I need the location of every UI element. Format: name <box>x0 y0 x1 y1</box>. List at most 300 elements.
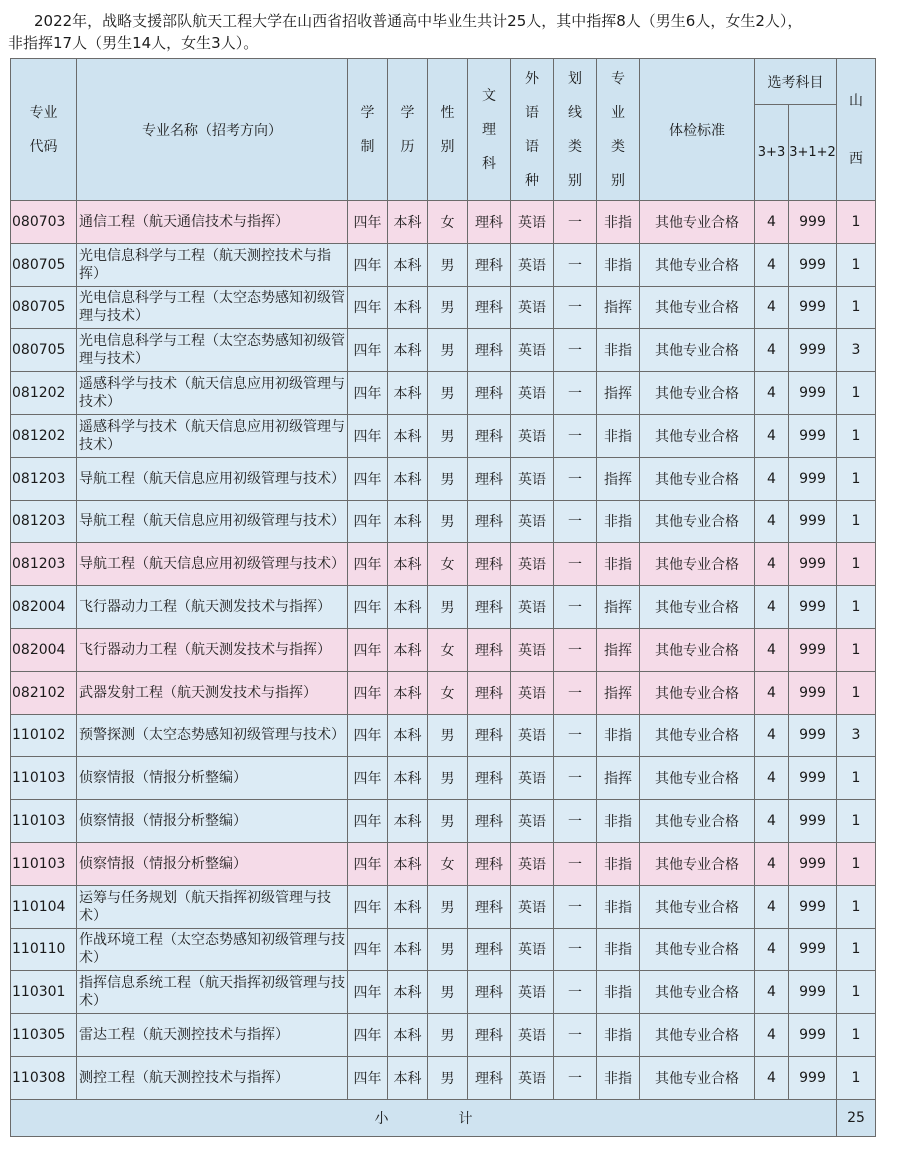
cell-degree: 本科 <box>388 628 428 671</box>
cell-duration: 四年 <box>348 757 388 800</box>
cell-language: 英语 <box>511 414 554 457</box>
cell-sub-3-1-2: 999 <box>789 1014 837 1057</box>
cell-count: 1 <box>837 243 876 286</box>
cell-name: 武器发射工程（航天测发技术与指挥） <box>77 671 348 714</box>
cell-line-type: 一 <box>554 842 597 885</box>
cell-code: 080705 <box>11 286 77 329</box>
table-row <box>11 842 876 885</box>
cell-sub-3-1-2: 999 <box>789 586 837 629</box>
cell-code: 110104 <box>11 885 77 928</box>
cell-track: 理科 <box>468 286 511 329</box>
cell-count: 1 <box>837 671 876 714</box>
cell-medical: 其他专业合格 <box>640 714 755 757</box>
cell-medical: 其他专业合格 <box>640 372 755 415</box>
intro-line-1: 2022年，战略支援部队航天工程大学在山西省招收普通高中毕业生共计25人，其中指挥8人（男生6人，女生2人）， <box>34 12 803 30</box>
cell-degree: 本科 <box>388 714 428 757</box>
cell-language: 英语 <box>511 543 554 586</box>
cell-sub-3-1-2: 999 <box>789 800 837 843</box>
cell-line-type: 一 <box>554 372 597 415</box>
cell-sub-3-1-2: 999 <box>789 414 837 457</box>
cell-medical: 其他专业合格 <box>640 628 755 671</box>
cell-count: 1 <box>837 1014 876 1057</box>
cell-medical: 其他专业合格 <box>640 757 755 800</box>
cell-duration: 四年 <box>348 885 388 928</box>
cell-degree: 本科 <box>388 500 428 543</box>
total-row <box>11 1099 876 1136</box>
cell-language: 英语 <box>511 971 554 1014</box>
cell-sub-3-1-2: 999 <box>789 842 837 885</box>
cell-major-type: 非指 <box>597 414 640 457</box>
cell-sub-3-3: 4 <box>755 842 789 885</box>
cell-code: 110103 <box>11 842 77 885</box>
cell-gender: 男 <box>428 800 468 843</box>
cell-sub-3-1-2: 999 <box>789 286 837 329</box>
cell-medical: 其他专业合格 <box>640 1056 755 1099</box>
cell-track: 理科 <box>468 243 511 286</box>
cell-major-type: 非指 <box>597 885 640 928</box>
cell-code: 080703 <box>11 201 77 244</box>
cell-medical: 其他专业合格 <box>640 500 755 543</box>
cell-major-type: 指挥 <box>597 586 640 629</box>
cell-sub-3-1-2: 999 <box>789 243 837 286</box>
cell-name: 运筹与任务规划（航天指挥初级管理与技术） <box>77 885 348 928</box>
cell-gender: 男 <box>428 500 468 543</box>
cell-code: 081203 <box>11 500 77 543</box>
cell-line-type: 一 <box>554 414 597 457</box>
cell-medical: 其他专业合格 <box>640 928 755 971</box>
cell-name: 雷达工程（航天测控技术与指挥） <box>77 1014 348 1057</box>
cell-name: 通信工程（航天通信技术与指挥） <box>77 201 348 244</box>
cell-sub-3-1-2: 999 <box>789 928 837 971</box>
cell-language: 英语 <box>511 842 554 885</box>
cell-medical: 其他专业合格 <box>640 329 755 372</box>
cell-gender: 男 <box>428 971 468 1014</box>
cell-medical: 其他专业合格 <box>640 842 755 885</box>
cell-code: 110110 <box>11 928 77 971</box>
cell-count: 1 <box>837 414 876 457</box>
table-row <box>11 372 876 415</box>
cell-track: 理科 <box>468 842 511 885</box>
cell-language: 英语 <box>511 714 554 757</box>
cell-count: 1 <box>837 286 876 329</box>
cell-medical: 其他专业合格 <box>640 800 755 843</box>
table-row <box>11 757 876 800</box>
cell-sub-3-1-2: 999 <box>789 714 837 757</box>
cell-duration: 四年 <box>348 243 388 286</box>
cell-language: 英语 <box>511 671 554 714</box>
cell-duration: 四年 <box>348 286 388 329</box>
cell-track: 理科 <box>468 457 511 500</box>
cell-degree: 本科 <box>388 842 428 885</box>
cell-medical: 其他专业合格 <box>640 1014 755 1057</box>
cell-duration: 四年 <box>348 500 388 543</box>
cell-gender: 男 <box>428 885 468 928</box>
cell-line-type: 一 <box>554 286 597 329</box>
cell-sub-3-1-2: 999 <box>789 971 837 1014</box>
cell-track: 理科 <box>468 372 511 415</box>
header-track: 文理科 <box>468 59 511 201</box>
admissions-table <box>10 58 876 1137</box>
cell-gender: 女 <box>428 671 468 714</box>
cell-count: 1 <box>837 757 876 800</box>
header-degree: 学历 <box>388 59 428 201</box>
cell-line-type: 一 <box>554 543 597 586</box>
cell-count: 1 <box>837 842 876 885</box>
cell-gender: 男 <box>428 286 468 329</box>
cell-duration: 四年 <box>348 800 388 843</box>
cell-language: 英语 <box>511 286 554 329</box>
cell-language: 英语 <box>511 928 554 971</box>
cell-count: 1 <box>837 928 876 971</box>
cell-count: 1 <box>837 500 876 543</box>
cell-sub-3-3: 4 <box>755 586 789 629</box>
cell-name: 导航工程（航天信息应用初级管理与技术） <box>77 543 348 586</box>
table-row <box>11 885 876 928</box>
cell-code: 110301 <box>11 971 77 1014</box>
header-language: 外语语种 <box>511 59 554 201</box>
cell-sub-3-3: 4 <box>755 757 789 800</box>
cell-code: 082004 <box>11 628 77 671</box>
cell-major-type: 非指 <box>597 500 640 543</box>
cell-medical: 其他专业合格 <box>640 543 755 586</box>
cell-track: 理科 <box>468 885 511 928</box>
cell-sub-3-3: 4 <box>755 971 789 1014</box>
cell-degree: 本科 <box>388 671 428 714</box>
cell-duration: 四年 <box>348 714 388 757</box>
cell-major-type: 非指 <box>597 1014 640 1057</box>
cell-track: 理科 <box>468 414 511 457</box>
table-row <box>11 971 876 1014</box>
cell-line-type: 一 <box>554 928 597 971</box>
cell-name: 光电信息科学与工程（航天测控技术与指挥） <box>77 243 348 286</box>
cell-track: 理科 <box>468 757 511 800</box>
cell-sub-3-3: 4 <box>755 714 789 757</box>
cell-language: 英语 <box>511 1056 554 1099</box>
cell-duration: 四年 <box>348 628 388 671</box>
cell-sub-3-3: 4 <box>755 1014 789 1057</box>
cell-medical: 其他专业合格 <box>640 414 755 457</box>
cell-sub-3-1-2: 999 <box>789 543 837 586</box>
cell-language: 英语 <box>511 757 554 800</box>
cell-language: 英语 <box>511 586 554 629</box>
cell-track: 理科 <box>468 928 511 971</box>
cell-sub-3-1-2: 999 <box>789 671 837 714</box>
cell-code: 081203 <box>11 457 77 500</box>
cell-major-type: 指挥 <box>597 628 640 671</box>
cell-sub-3-1-2: 999 <box>789 201 837 244</box>
table-row <box>11 1014 876 1057</box>
cell-gender: 男 <box>428 243 468 286</box>
cell-sub-3-3: 4 <box>755 201 789 244</box>
table-row <box>11 714 876 757</box>
cell-degree: 本科 <box>388 586 428 629</box>
cell-sub-3-1-2: 999 <box>789 372 837 415</box>
table-row <box>11 329 876 372</box>
cell-gender: 男 <box>428 457 468 500</box>
cell-degree: 本科 <box>388 243 428 286</box>
cell-name: 测控工程（航天测控技术与指挥） <box>77 1056 348 1099</box>
cell-major-type: 非指 <box>597 928 640 971</box>
cell-line-type: 一 <box>554 243 597 286</box>
cell-count: 1 <box>837 586 876 629</box>
header-sub-3-3: 3+3 <box>755 105 789 201</box>
cell-name: 预警探测（太空态势感知初级管理与技术） <box>77 714 348 757</box>
cell-duration: 四年 <box>348 543 388 586</box>
cell-code: 082004 <box>11 586 77 629</box>
cell-line-type: 一 <box>554 500 597 543</box>
cell-track: 理科 <box>468 800 511 843</box>
table-row <box>11 586 876 629</box>
cell-language: 英语 <box>511 457 554 500</box>
cell-count: 1 <box>837 628 876 671</box>
cell-gender: 女 <box>428 842 468 885</box>
cell-name: 光电信息科学与工程（太空态势感知初级管理与技术） <box>77 286 348 329</box>
cell-name: 侦察情报（情报分析整编） <box>77 757 348 800</box>
cell-code: 080705 <box>11 329 77 372</box>
cell-duration: 四年 <box>348 414 388 457</box>
cell-sub-3-1-2: 999 <box>789 628 837 671</box>
cell-major-type: 指挥 <box>597 372 640 415</box>
cell-code: 080705 <box>11 243 77 286</box>
cell-name: 指挥信息系统工程（航天指挥初级管理与技术） <box>77 971 348 1014</box>
header-sub-3-1-2: 3+1+2 <box>789 105 837 201</box>
cell-track: 理科 <box>468 1014 511 1057</box>
cell-code: 081202 <box>11 414 77 457</box>
cell-degree: 本科 <box>388 201 428 244</box>
cell-medical: 其他专业合格 <box>640 243 755 286</box>
cell-sub-3-3: 4 <box>755 500 789 543</box>
cell-count: 1 <box>837 201 876 244</box>
cell-track: 理科 <box>468 1056 511 1099</box>
cell-major-type: 指挥 <box>597 457 640 500</box>
cell-major-type: 非指 <box>597 714 640 757</box>
cell-gender: 男 <box>428 1056 468 1099</box>
cell-gender: 女 <box>428 543 468 586</box>
cell-code: 110103 <box>11 757 77 800</box>
cell-name: 遥感科学与技术（航天信息应用初级管理与技术） <box>77 414 348 457</box>
cell-track: 理科 <box>468 971 511 1014</box>
total-label-left: 小 <box>374 1110 389 1127</box>
cell-line-type: 一 <box>554 714 597 757</box>
total-label-right: 计 <box>458 1110 473 1127</box>
table-body <box>11 201 876 1100</box>
cell-duration: 四年 <box>348 928 388 971</box>
cell-sub-3-1-2: 999 <box>789 1056 837 1099</box>
cell-major-type: 非指 <box>597 1056 640 1099</box>
cell-sub-3-3: 4 <box>755 928 789 971</box>
cell-language: 英语 <box>511 372 554 415</box>
cell-degree: 本科 <box>388 1014 428 1057</box>
cell-duration: 四年 <box>348 457 388 500</box>
cell-line-type: 一 <box>554 671 597 714</box>
cell-gender: 女 <box>428 201 468 244</box>
cell-sub-3-1-2: 999 <box>789 500 837 543</box>
cell-language: 英语 <box>511 500 554 543</box>
cell-medical: 其他专业合格 <box>640 457 755 500</box>
cell-language: 英语 <box>511 243 554 286</box>
cell-code: 081202 <box>11 372 77 415</box>
cell-name: 飞行器动力工程（航天测发技术与指挥） <box>77 586 348 629</box>
cell-sub-3-1-2: 999 <box>789 329 837 372</box>
cell-name: 飞行器动力工程（航天测发技术与指挥） <box>77 628 348 671</box>
table-row <box>11 286 876 329</box>
cell-degree: 本科 <box>388 329 428 372</box>
cell-line-type: 一 <box>554 628 597 671</box>
cell-gender: 男 <box>428 414 468 457</box>
table-row <box>11 628 876 671</box>
table-row <box>11 500 876 543</box>
table-row <box>11 671 876 714</box>
cell-sub-3-3: 4 <box>755 800 789 843</box>
header-major-type: 专业类别 <box>597 59 640 201</box>
cell-medical: 其他专业合格 <box>640 971 755 1014</box>
header-duration: 学制 <box>348 59 388 201</box>
cell-sub-3-3: 4 <box>755 457 789 500</box>
cell-code: 081203 <box>11 543 77 586</box>
cell-degree: 本科 <box>388 928 428 971</box>
cell-gender: 男 <box>428 757 468 800</box>
cell-sub-3-3: 4 <box>755 671 789 714</box>
cell-major-type: 非指 <box>597 201 640 244</box>
total-label <box>11 1099 837 1136</box>
cell-major-type: 非指 <box>597 243 640 286</box>
cell-medical: 其他专业合格 <box>640 885 755 928</box>
cell-sub-3-1-2: 999 <box>789 757 837 800</box>
table-row <box>11 201 876 244</box>
cell-major-type: 非指 <box>597 971 640 1014</box>
cell-line-type: 一 <box>554 800 597 843</box>
cell-sub-3-3: 4 <box>755 414 789 457</box>
header-name: 专业名称（招考方向） <box>77 59 348 201</box>
cell-track: 理科 <box>468 628 511 671</box>
header-code: 专业代码 <box>11 59 77 201</box>
cell-count: 1 <box>837 372 876 415</box>
header-province: 山西 <box>837 59 876 201</box>
table-row <box>11 928 876 971</box>
cell-gender: 男 <box>428 586 468 629</box>
table-row <box>11 1056 876 1099</box>
cell-language: 英语 <box>511 329 554 372</box>
cell-gender: 男 <box>428 329 468 372</box>
cell-code: 110305 <box>11 1014 77 1057</box>
cell-major-type: 指挥 <box>597 286 640 329</box>
cell-sub-3-1-2: 999 <box>789 457 837 500</box>
cell-track: 理科 <box>468 543 511 586</box>
header-line-type: 划线类别 <box>554 59 597 201</box>
cell-gender: 女 <box>428 628 468 671</box>
cell-degree: 本科 <box>388 457 428 500</box>
cell-language: 英语 <box>511 800 554 843</box>
cell-degree: 本科 <box>388 885 428 928</box>
cell-language: 英语 <box>511 628 554 671</box>
cell-code: 110102 <box>11 714 77 757</box>
table-row <box>11 414 876 457</box>
cell-major-type: 非指 <box>597 543 640 586</box>
cell-sub-3-3: 4 <box>755 243 789 286</box>
cell-sub-3-3: 4 <box>755 329 789 372</box>
cell-count: 1 <box>837 800 876 843</box>
cell-line-type: 一 <box>554 1014 597 1057</box>
cell-count: 1 <box>837 971 876 1014</box>
table-row <box>11 543 876 586</box>
cell-sub-3-3: 4 <box>755 1056 789 1099</box>
cell-medical: 其他专业合格 <box>640 201 755 244</box>
cell-track: 理科 <box>468 586 511 629</box>
cell-code: 082102 <box>11 671 77 714</box>
cell-line-type: 一 <box>554 1056 597 1099</box>
table-row <box>11 457 876 500</box>
cell-language: 英语 <box>511 885 554 928</box>
cell-line-type: 一 <box>554 971 597 1014</box>
cell-duration: 四年 <box>348 201 388 244</box>
cell-duration: 四年 <box>348 1056 388 1099</box>
cell-gender: 男 <box>428 928 468 971</box>
intro-line-2: 非指挥17人（男生14人，女生3人）。 <box>8 34 259 52</box>
cell-duration: 四年 <box>348 971 388 1014</box>
cell-sub-3-3: 4 <box>755 286 789 329</box>
cell-major-type: 非指 <box>597 842 640 885</box>
cell-duration: 四年 <box>348 671 388 714</box>
cell-duration: 四年 <box>348 1014 388 1057</box>
cell-sub-3-3: 4 <box>755 372 789 415</box>
cell-line-type: 一 <box>554 457 597 500</box>
cell-track: 理科 <box>468 714 511 757</box>
cell-line-type: 一 <box>554 586 597 629</box>
cell-degree: 本科 <box>388 971 428 1014</box>
cell-name: 侦察情报（情报分析整编） <box>77 800 348 843</box>
cell-degree: 本科 <box>388 757 428 800</box>
cell-duration: 四年 <box>348 842 388 885</box>
cell-degree: 本科 <box>388 800 428 843</box>
cell-degree: 本科 <box>388 372 428 415</box>
cell-name: 导航工程（航天信息应用初级管理与技术） <box>77 457 348 500</box>
cell-name: 光电信息科学与工程（太空态势感知初级管理与技术） <box>77 329 348 372</box>
cell-count: 3 <box>837 714 876 757</box>
cell-degree: 本科 <box>388 286 428 329</box>
header-subjects: 选考科目 <box>755 59 837 105</box>
cell-name: 遥感科学与技术（航天信息应用初级管理与技术） <box>77 372 348 415</box>
cell-count: 1 <box>837 457 876 500</box>
cell-name: 侦察情报（情报分析整编） <box>77 842 348 885</box>
cell-major-type: 非指 <box>597 800 640 843</box>
cell-language: 英语 <box>511 201 554 244</box>
cell-count: 1 <box>837 1056 876 1099</box>
cell-line-type: 一 <box>554 757 597 800</box>
cell-medical: 其他专业合格 <box>640 286 755 329</box>
cell-track: 理科 <box>468 671 511 714</box>
cell-count: 1 <box>837 543 876 586</box>
cell-medical: 其他专业合格 <box>640 586 755 629</box>
cell-count: 3 <box>837 329 876 372</box>
cell-name: 导航工程（航天信息应用初级管理与技术） <box>77 500 348 543</box>
cell-gender: 男 <box>428 372 468 415</box>
cell-medical: 其他专业合格 <box>640 671 755 714</box>
cell-degree: 本科 <box>388 1056 428 1099</box>
cell-sub-3-3: 4 <box>755 885 789 928</box>
cell-degree: 本科 <box>388 543 428 586</box>
cell-language: 英语 <box>511 1014 554 1057</box>
cell-line-type: 一 <box>554 329 597 372</box>
cell-name: 作战环境工程（太空态势感知初级管理与技术） <box>77 928 348 971</box>
cell-duration: 四年 <box>348 586 388 629</box>
cell-track: 理科 <box>468 329 511 372</box>
cell-line-type: 一 <box>554 201 597 244</box>
cell-code: 110308 <box>11 1056 77 1099</box>
cell-duration: 四年 <box>348 329 388 372</box>
cell-line-type: 一 <box>554 885 597 928</box>
table-row <box>11 243 876 286</box>
cell-sub-3-1-2: 999 <box>789 885 837 928</box>
